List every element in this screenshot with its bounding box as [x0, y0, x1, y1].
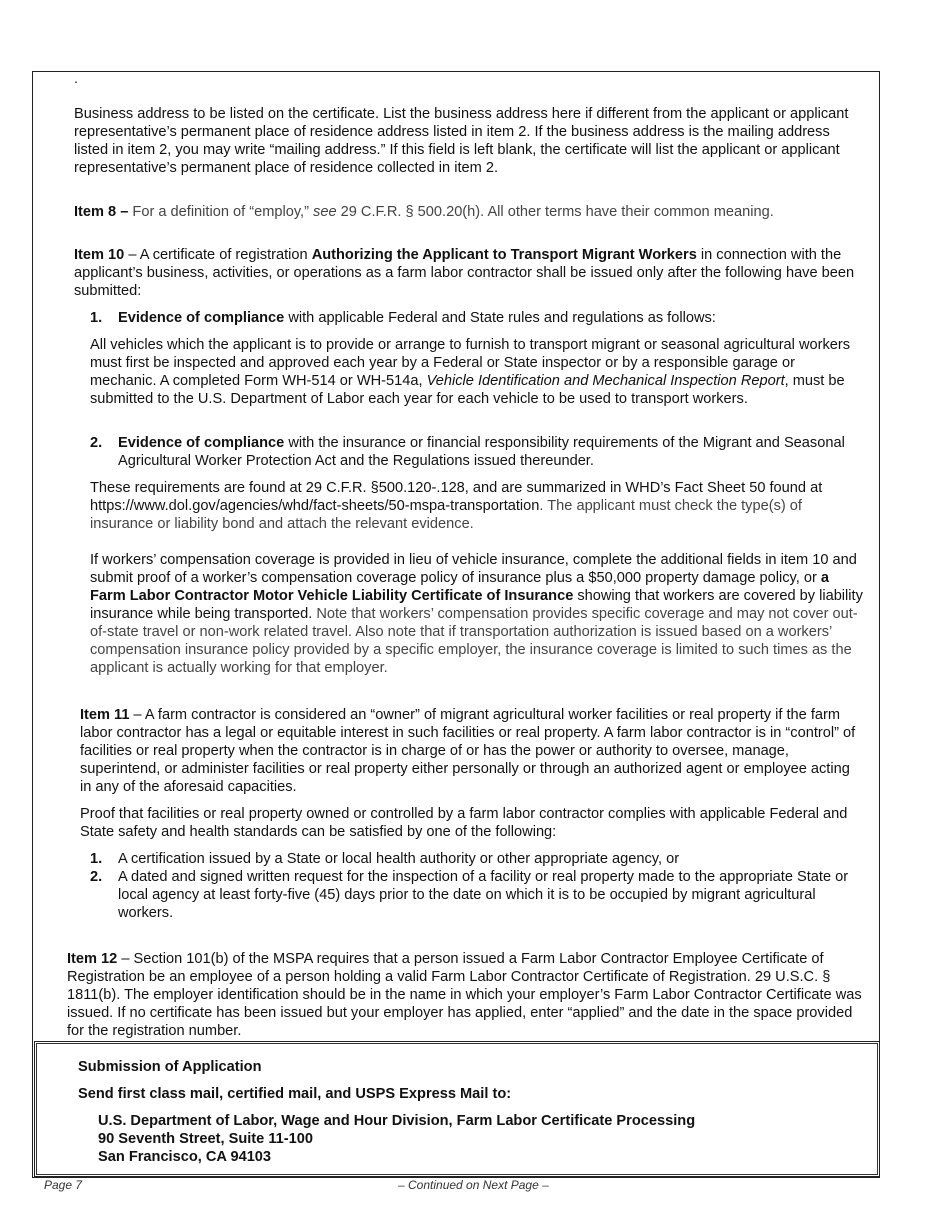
requirements-text-a: These requirements are found at 29 C.F.R. §500.120-.128, and are summarized in WHD’s Fact Sheet 50 found at https://www.dol.gov/agencies/whd/fact-sheets/50-mspa-transportation [90, 480, 823, 514]
item-10-text-a: – A certificate of registration [124, 247, 312, 263]
item-12-text: – Section 101(b) of the MSPA requires that a person issued a Farm Labor Contractor Employee Certificate of Registration be an employee of a person holding a valid Farm Labor Contractor Certificate of Registration. 29 U.S.C. § 1811(b). The employer identification should be in the name in which your employer’s Farm Labor Contractor Certificate was issued. If no certificate has been issued but your employer has applied, enter “applied” and the date in the space provided for the registration number. [67, 951, 862, 1039]
continued-label: – Continued on Next Page – [398, 1178, 549, 1192]
item-8-text-b: 29 C.F.R. § 500.20(h). All other terms have their common meaning. [336, 204, 774, 220]
item-11-l2-number: 2. [90, 869, 103, 885]
item-10-e1-number: 1. [90, 310, 103, 326]
vehicle-text-a: All vehicles which the applicant is to provide or arrange to furnish to transport migrant or seasonal agricultural workers must first be inspected and approved each year by a Federal or State inspector or by a responsible garage or mechanic. A completed Form WH-514 or WH-514a, [90, 337, 851, 389]
workers-comp-text-b: showing that workers are covered by liability insurance while being transported. [90, 588, 863, 622]
item-11-l2: A dated and signed written request for the inspection of a facility or real property made to the appropriate State or local agency at least forty-five (45) days prior to the date on which it is to be occupied by migrant agricultural workers. [118, 869, 849, 921]
item-10-e2-bold: Evidence of compliance [118, 435, 285, 451]
item-11-paragraph [80, 706, 864, 796]
address-line-1: U.S. Department of Labor, Wage and Hour Division, Farm Labor Certificate Processing [98, 1113, 696, 1129]
item-8-paragraph [74, 203, 864, 221]
item-10-paragraph [74, 246, 864, 300]
workers-comp-text-a: If workers’ compensation coverage is provided in lieu of vehicle insurance, complete the additional fields in item 10 and submit proof of a worker’s compensation coverage policy of insurance plus a $50,000 property damage policy, or [90, 552, 857, 586]
item-11-proof: Proof that facilities or real property owned or controlled by a farm labor contractor complies with applicable Federal and State safety and health standards can be satisfied by one of the following: [80, 806, 848, 840]
item-12-paragraph [67, 950, 864, 1040]
business-address-paragraph: Business address to be listed on the certificate. List the business address here if different from the applicant or applicant representative’s permanent place of residence address listed in item 2. If the business address is the mailing address listed in item 2, you may write “mailing address.” If this field is left blank, the certificate will list the applicant or applicant representative’s permanent place of residence collected in item 2. [74, 106, 849, 176]
item-10-e2-text: with the insurance or financial responsibility requirements of the Migrant and Seasonal Agricultural Worker Protection Act and the Regulations issued thereunder. [118, 435, 845, 469]
requirements-text-b: . The applicant must check the type(s) of insurance or liability bond and attach the relevant evidence. [90, 498, 802, 532]
item-10-e2-number: 2. [90, 435, 103, 451]
workers-comp-bold: a Farm Labor Contractor Motor Vehicle Liability Certificate of Insurance [90, 570, 830, 604]
submission-heading: Submission of Application [78, 1059, 262, 1075]
vehicle-inspection-paragraph [90, 336, 864, 408]
item-10-e1-bold: Evidence of compliance [118, 310, 285, 326]
submission-send: Send first class mail, certified mail, and USPS Express Mail to: [78, 1086, 512, 1102]
item-11-l1: A certification issued by a State or local health authority or other appropriate agency, or [118, 851, 680, 867]
item-8-label: Item 8 – [74, 204, 129, 220]
item-10-text-b: in connection with the applicant’s business, activities, or operations as a farm labor contractor shall be issued only after the following have been submitted: [74, 247, 855, 299]
vehicle-text-b: , must be submitted to the U.S. Department of Labor each year for each vehicle to be used to transport workers. [90, 373, 845, 407]
item-10-e1-heading [118, 309, 864, 327]
item-10-bold: Authorizing the Applicant to Transport Migrant Workers [311, 247, 697, 263]
workers-comp-text-c: Note that workers’ compensation provides specific coverage and may not cover out-of-state travel or non-work related travel. Also note that if transportation authorization is issued based on a workers’ compensation insurance policy provided by a specific employer, the insurance coverage is limited to such times as the applicant is actually working for that employer. [90, 606, 858, 676]
requirements-paragraph [90, 479, 864, 533]
item-11-label: Item 11 [80, 707, 130, 723]
item-8-text-a: For a definition of “employ,” [128, 204, 314, 220]
item-10-e2-heading [118, 434, 864, 470]
item-10-e1-text: with applicable Federal and State rules and regulations as follows: [284, 310, 716, 326]
page-number: Page 7 [44, 1178, 83, 1192]
item-12-label: Item 12 [67, 951, 118, 967]
item-11-text: – A farm contractor is considered an “owner” of migrant agricultural worker facilities or real property if the farm labor contractor has a legal or equitable interest in such facilities or real property. A farm labor contractor is in “control” of facilities or real property when the contractor is in charge of or has the power or authority to oversee, manage, superintend, or administer facilities or real property either personally or through an authorized agent or employee acting in any of the aforesaid capacities. [80, 707, 856, 795]
item-11-l1-number: 1. [90, 851, 103, 867]
address-line-3: San Francisco, CA 94103 [98, 1149, 272, 1165]
vehicle-form-title: Vehicle Identification and Mechanical Inspection Report [426, 373, 785, 389]
item-10-label: Item 10 [74, 247, 125, 263]
workers-comp-paragraph [90, 551, 864, 677]
address-line-2: 90 Seventh Street, Suite 11-100 [98, 1131, 313, 1147]
item-8-see: see [313, 204, 337, 220]
stray-dot: . [74, 70, 78, 86]
